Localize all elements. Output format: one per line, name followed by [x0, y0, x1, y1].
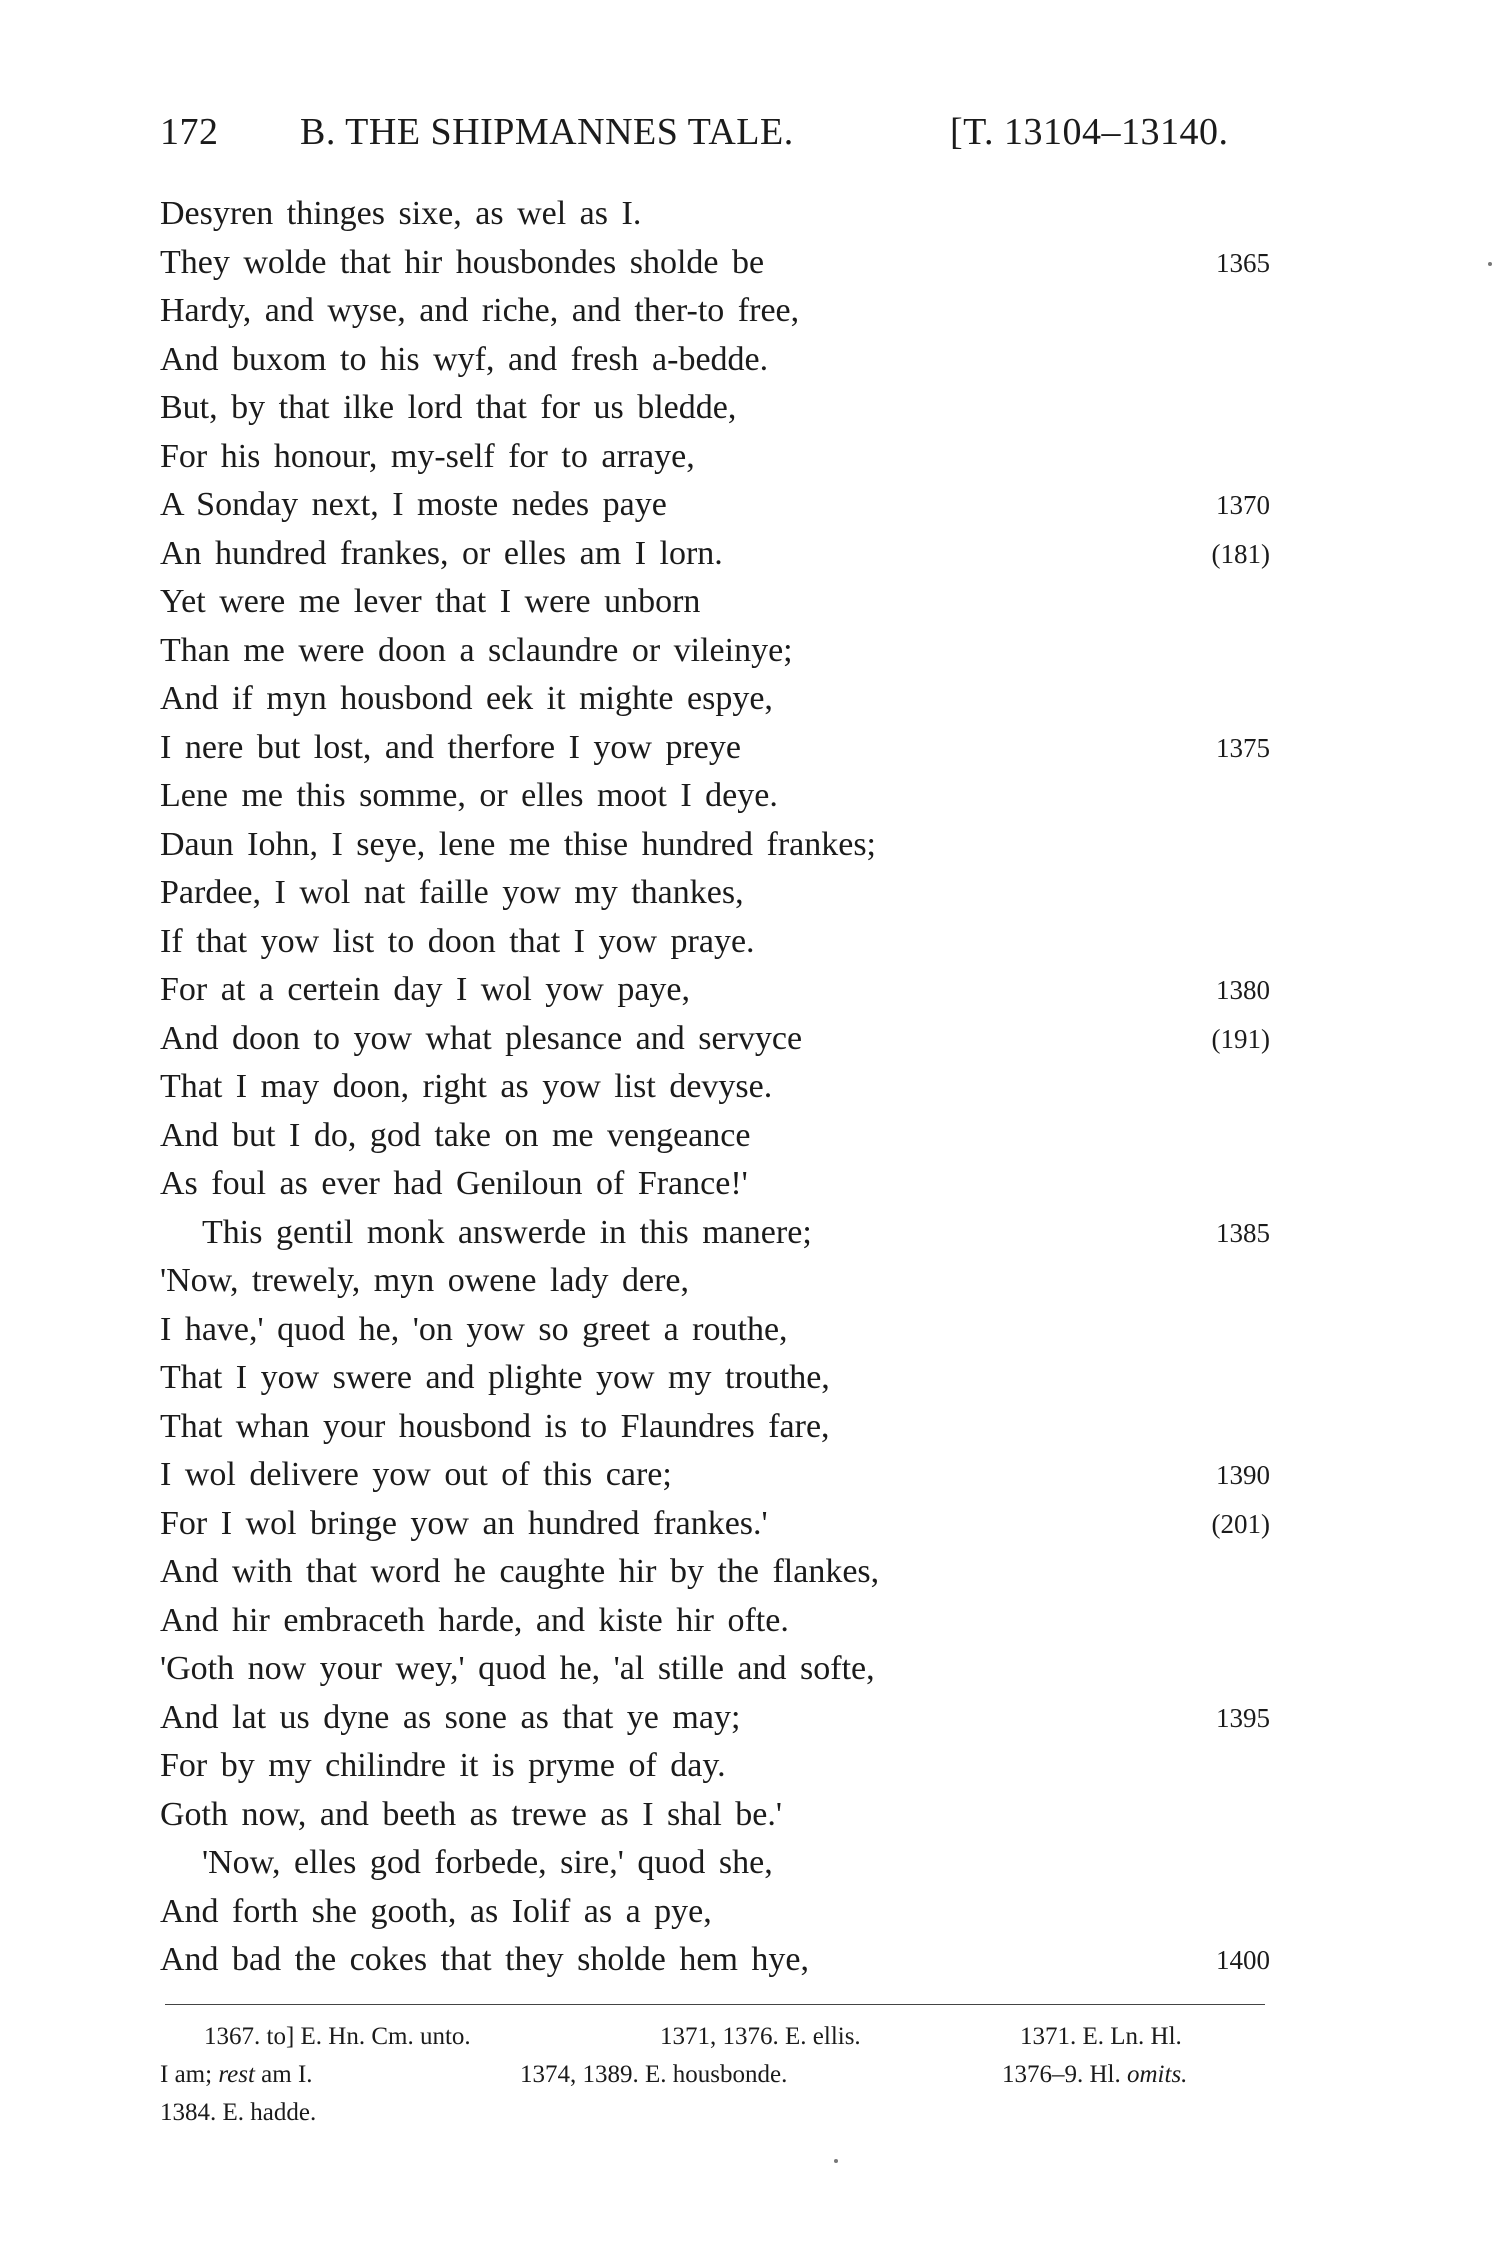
- verse-line: [160, 1888, 1270, 1937]
- verse-line: [160, 384, 1270, 433]
- line-number: 1400: [1216, 1945, 1270, 1975]
- verse-line: [160, 1257, 1270, 1306]
- page-number: 172: [160, 111, 219, 153]
- footnote-1371-continued: [160, 2056, 313, 2094]
- footnote-1384: 1384. E. hadde.: [160, 2099, 317, 2126]
- verse-line: [160, 578, 1270, 627]
- verse-line: [160, 1791, 1270, 1840]
- line-number: 1390: [1216, 1460, 1270, 1490]
- line-range: [T. 13104–13140.: [950, 111, 1229, 153]
- line-number: 1380: [1216, 975, 1270, 1005]
- verse-text: For at a certein day I wol yow paye,: [160, 971, 690, 1008]
- verse-text: But, by that ilke lord that for us bledde,: [160, 389, 737, 426]
- verse-text: Than me were doon a sclaundre or vileinye;: [160, 631, 793, 669]
- verse-line: [160, 1354, 1270, 1403]
- verse-line: [160, 239, 1270, 288]
- line-number: (181): [1211, 538, 1270, 569]
- running-title: B. THE SHIPMANNES TALE.: [300, 111, 794, 153]
- verse-text: If that yow list to doon that I yow praye.: [160, 922, 755, 960]
- footnote-row: [160, 2018, 1270, 2056]
- verse-text: Pardee, I wol nat faille yow my thankes,: [160, 874, 744, 911]
- verse-line: [160, 821, 1270, 870]
- line-number: (191): [1211, 1023, 1270, 1054]
- footnote-1367: 1367. to] E. Hn. Cm. unto.: [204, 2023, 471, 2050]
- verse-text: And but I do, god take on me vengeance: [160, 1116, 751, 1154]
- footnote-1371-1376: 1371, 1376. E. ellis.: [660, 2023, 861, 2050]
- verse-line: [160, 627, 1270, 676]
- verse-text: This gentil monk answerde in this manere;: [202, 1213, 812, 1251]
- footnote-italic: omits.: [1127, 2061, 1188, 2088]
- verse-text: And buxom to his wyf, and fresh a-bedde.: [160, 340, 769, 378]
- scan-speck: [834, 2159, 838, 2163]
- verse-text: Goth now, and beeth as trewe as I shal be.': [160, 1795, 783, 1833]
- verse-line: [160, 1209, 1270, 1258]
- footnote-italic: rest: [218, 2061, 255, 2088]
- verse-text: And hir embraceth harde, and kiste hir ofte.: [160, 1601, 789, 1639]
- verse-line: [160, 1160, 1270, 1209]
- verse-line: [160, 481, 1270, 530]
- line-number: 1365: [1216, 247, 1270, 278]
- verse-text: 'Goth now your wey,' quod he, 'al stille and softe,: [160, 1650, 875, 1687]
- verse-line: [160, 724, 1270, 773]
- verse-text: For his honour, my-self for to arraye,: [160, 437, 695, 475]
- verse-text: And lat us dyne as sone as that ye may;: [160, 1698, 741, 1736]
- verse-line: [160, 530, 1270, 579]
- verse-line: [160, 772, 1270, 821]
- verse-text: They wolde that hir housbondes sholde be: [160, 243, 765, 281]
- verse-line: [160, 1063, 1270, 1112]
- verse-text: That I yow swere and plighte yow my trouthe,: [160, 1359, 830, 1396]
- verse-line: [160, 1500, 1270, 1549]
- footnote-1374-1389: 1374, 1389. E. housbonde.: [520, 2061, 788, 2088]
- verse-text: 'Now, trewely, myn owene lady dere,: [160, 1262, 689, 1299]
- verse-text: And if myn housbond eek it mighte espye,: [160, 680, 773, 717]
- line-number: 1375: [1216, 732, 1270, 763]
- footnote-text: 1376–9. Hl.: [1002, 2061, 1127, 2088]
- verse-text: That whan your housbond is to Flaundres fare,: [160, 1407, 830, 1445]
- verse-line: [160, 966, 1270, 1015]
- verse-text: 'Now, elles god forbede, sire,' quod she,: [202, 1844, 773, 1881]
- verse-text: And bad the cokes that they sholde hem hye,: [160, 1941, 810, 1978]
- line-number: 1385: [1216, 1217, 1270, 1248]
- footnote-1371: 1371. E. Ln. Hl.: [1020, 2023, 1182, 2050]
- verse-text: Desyren thinges sixe, as wel as I.: [160, 195, 642, 232]
- verse-line: [160, 1451, 1270, 1500]
- verse-line: [160, 1306, 1270, 1355]
- verse-text: For by my chilindre it is pryme of day.: [160, 1747, 726, 1784]
- verse-line: [160, 1936, 1270, 1985]
- verse-line: [160, 1742, 1270, 1791]
- verse-line: [160, 1112, 1270, 1161]
- verse-text: I nere but lost, and therfore I yow preye: [160, 728, 741, 766]
- verse-text: That I may doon, right as yow list devyse.: [160, 1068, 773, 1105]
- verse-line: [160, 1645, 1270, 1694]
- verse-text: I have,' quod he, 'on yow so greet a routhe,: [160, 1310, 788, 1348]
- line-number: 1395: [1216, 1702, 1270, 1733]
- scan-speck: [1488, 262, 1492, 266]
- verse-text: Hardy, and wyse, and riche, and ther-to free,: [160, 292, 800, 329]
- footnote-row: [160, 2094, 1270, 2132]
- verse-line: [160, 1403, 1270, 1452]
- footnote-row: [160, 2056, 1270, 2094]
- verse-line: [160, 336, 1270, 385]
- verse-text: And forth she gooth, as Iolif as a pye,: [160, 1892, 712, 1930]
- verse-line: [160, 1694, 1270, 1743]
- footnote-1376-9: [1002, 2056, 1187, 2094]
- verse-text: And with that word he caughte hir by the flankes,: [160, 1553, 880, 1590]
- footnotes: [160, 2018, 1270, 2132]
- verse-line: [160, 675, 1270, 724]
- verse-line: [160, 1597, 1270, 1646]
- verse-line: [160, 918, 1270, 967]
- verse-text: A Sonday next, I moste nedes paye: [160, 486, 667, 523]
- verse-line: [160, 1548, 1270, 1597]
- verse-line: [160, 190, 1270, 239]
- poem-text: [160, 190, 1270, 1985]
- line-number: 1370: [1216, 490, 1270, 520]
- footnote-text: am I.: [254, 2061, 313, 2088]
- footnote-text: I am;: [160, 2061, 219, 2088]
- verse-line: [160, 1015, 1270, 1064]
- verse-text: I wol delivere yow out of this care;: [160, 1456, 672, 1493]
- verse-text: For I wol bringe yow an hundred frankes.': [160, 1504, 768, 1542]
- verse-text: Lene me this somme, or elles moot I deye.: [160, 777, 778, 814]
- verse-text: An hundred frankes, or elles am I lorn.: [160, 534, 723, 572]
- verse-text: And doon to yow what plesance and servyce: [160, 1019, 803, 1057]
- verse-line: [160, 433, 1270, 482]
- verse-line: [160, 1839, 1270, 1888]
- verse-text: As foul as ever had Geniloun of France!': [160, 1165, 748, 1202]
- verse-line: [160, 869, 1270, 918]
- verse-text: Yet were me lever that I were unborn: [160, 583, 701, 620]
- line-number: (201): [1211, 1508, 1270, 1539]
- running-head: [160, 110, 1260, 160]
- footnote-rule: [165, 2004, 1265, 2005]
- verse-line: [160, 287, 1270, 336]
- verse-text: Daun Iohn, I seye, lene me thise hundred frankes;: [160, 825, 876, 863]
